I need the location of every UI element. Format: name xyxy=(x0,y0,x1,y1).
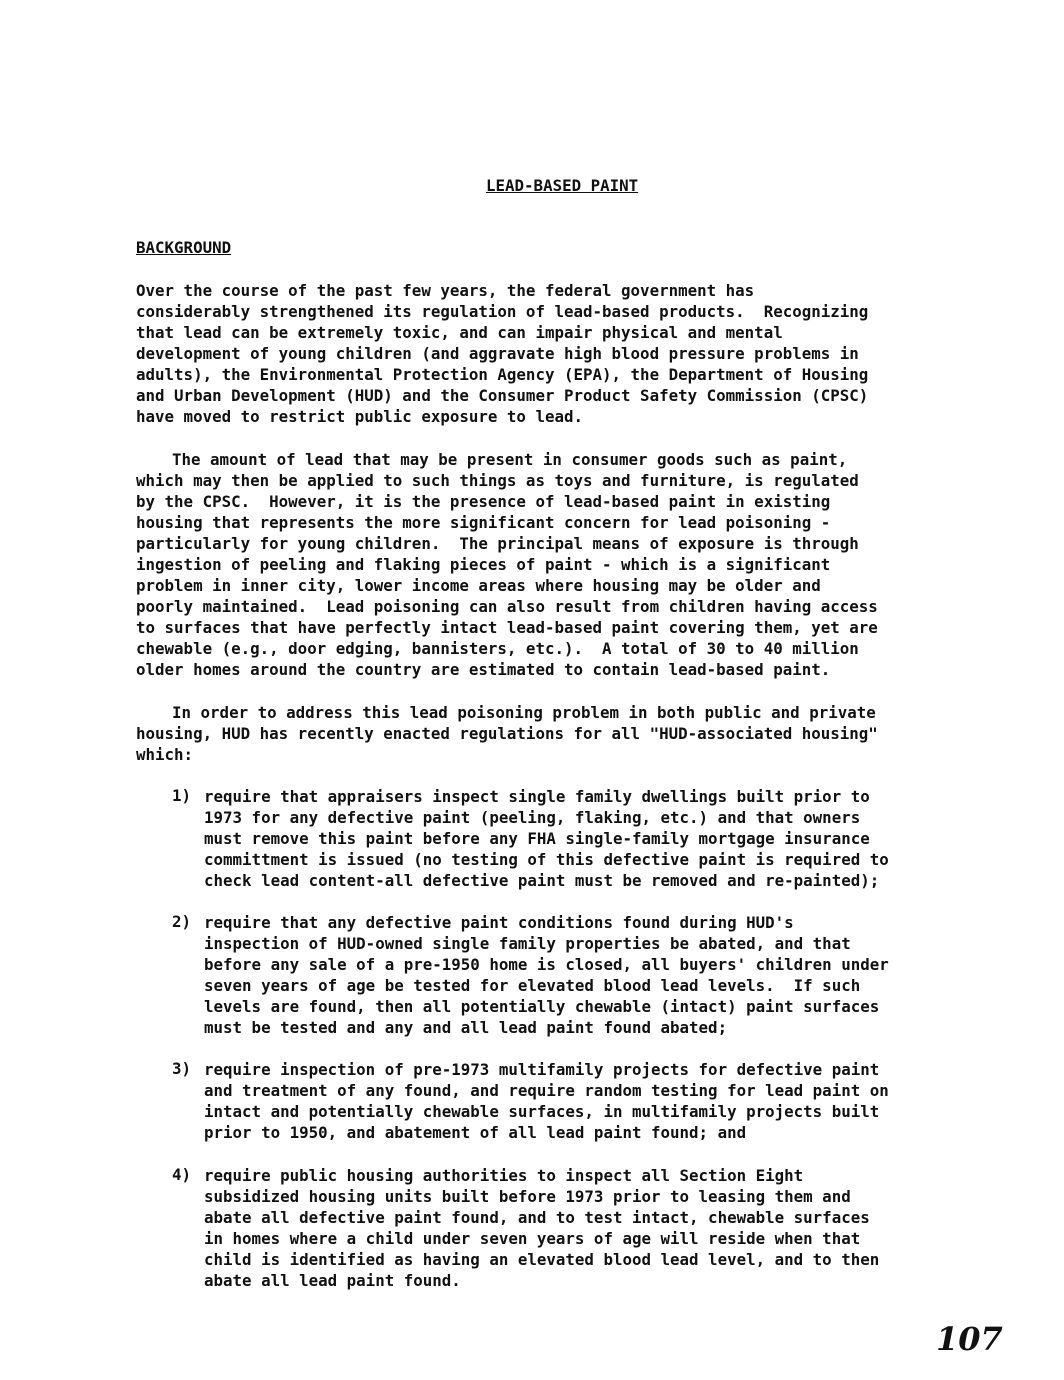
list-item-line: and treatment of any found, and require random testing for lead paint on xyxy=(204,1081,889,1100)
list-item-line: before any sale of a pre-1950 home is closed, all buyers' children under xyxy=(204,955,889,974)
list-item-line: child is identified as having an elevated blood lead level, and to then xyxy=(204,1250,880,1269)
list-item-number: 1) xyxy=(172,786,192,805)
list-item-line: abate all lead paint found. xyxy=(204,1271,461,1290)
paragraph-line: housing that represents the more significant concern for lead poisoning - xyxy=(136,513,831,532)
paragraph-line: problem in inner city, lower income areas where housing may be older and xyxy=(136,576,821,595)
section-heading: BACKGROUND xyxy=(136,238,232,257)
paragraph-line: which: xyxy=(136,745,194,764)
paragraph-line: to surfaces that have perfectly intact lead-based paint covering them, yet are xyxy=(136,618,878,637)
paragraph-line: housing, HUD has recently enacted regulations for all "HUD-associated housing" xyxy=(136,724,878,743)
list-item-line: abate all defective paint found, and to test intact, chewable surfaces xyxy=(204,1208,870,1227)
list-item-line: must be tested and any and all lead paint found abated; xyxy=(204,1018,728,1037)
list-item-line: subsidized housing units built before 1973 prior to leasing them and xyxy=(204,1187,851,1206)
list-item-line: inspection of HUD-owned single family properties be abated, and that xyxy=(204,934,851,953)
paragraph-line: and Urban Development (HUD) and the Consumer Product Safety Commission (CPSC) xyxy=(136,386,869,405)
list-item-line: require that appraisers inspect single family dwellings built prior to xyxy=(204,787,870,806)
paragraph-line: particularly for young children. The principal means of exposure is through xyxy=(136,534,859,553)
paragraph-line: poorly maintained. Lead poisoning can also result from children having access xyxy=(136,597,878,616)
paragraph-line: by the CPSC. However, it is the presence of lead-based paint in existing xyxy=(136,492,831,511)
paragraph-line: considerably strengthened its regulation of lead-based products. Recognizing xyxy=(136,302,869,321)
list-item-line: levels are found, then all potentially chewable (intact) paint surfaces xyxy=(204,997,880,1016)
list-item-line: seven years of age be tested for elevated blood lead levels. If such xyxy=(204,976,861,995)
list-item-line: require that any defective paint conditions found during HUD's xyxy=(204,913,794,932)
paragraph-line: that lead can be extremely toxic, and can impair physical and mental xyxy=(136,323,783,342)
list-item-line: in homes where a child under seven years of age will reside when that xyxy=(204,1229,861,1248)
list-item-line: require public housing authorities to inspect all Section Eight xyxy=(204,1166,804,1185)
list-item-line: must remove this paint before any FHA single-family mortgage insurance xyxy=(204,829,870,848)
list-item-line: 1973 for any defective paint (peeling, flaking, etc.) and that owners xyxy=(204,808,861,827)
paragraph-line: older homes around the country are estimated to contain lead-based paint. xyxy=(136,660,831,679)
list-item-number: 2) xyxy=(172,912,192,931)
paragraph-line: ingestion of peeling and flaking pieces of paint - which is a significant xyxy=(136,555,831,574)
paragraph-line: have moved to restrict public exposure to lead. xyxy=(136,407,583,426)
list-item-number: 3) xyxy=(172,1059,192,1078)
list-item-line: prior to 1950, and abatement of all lead paint found; and xyxy=(204,1123,747,1142)
page-number: 107 xyxy=(936,1320,1003,1358)
list-item-line: committment is issued (no testing of this defective paint is required to xyxy=(204,850,889,869)
list-item-line: check lead content-all defective paint must be removed and re-painted); xyxy=(204,871,880,890)
paragraph-line: adults), the Environmental Protection Agency (EPA), the Department of Housing xyxy=(136,365,869,384)
paragraph-line: chewable (e.g., door edging, bannisters, etc.). A total of 30 to 40 million xyxy=(136,639,859,658)
list-item-number: 4) xyxy=(172,1165,192,1184)
document-title: LEAD-BASED PAINT xyxy=(486,176,639,195)
paragraph-line: development of young children (and aggravate high blood pressure problems in xyxy=(136,344,859,363)
list-item-line: require inspection of pre-1973 multifamily projects for defective paint xyxy=(204,1060,880,1079)
list-item-line: intact and potentially chewable surfaces, in multifamily projects built xyxy=(204,1102,880,1121)
paragraph-line: which may then be applied to such things as toys and furniture, is regulated xyxy=(136,471,859,490)
paragraph-line: The amount of lead that may be present in consumer goods such as paint, xyxy=(172,450,848,469)
paragraph-line: In order to address this lead poisoning problem in both public and private xyxy=(172,703,876,722)
paragraph-line: Over the course of the past few years, the federal government has xyxy=(136,281,755,300)
